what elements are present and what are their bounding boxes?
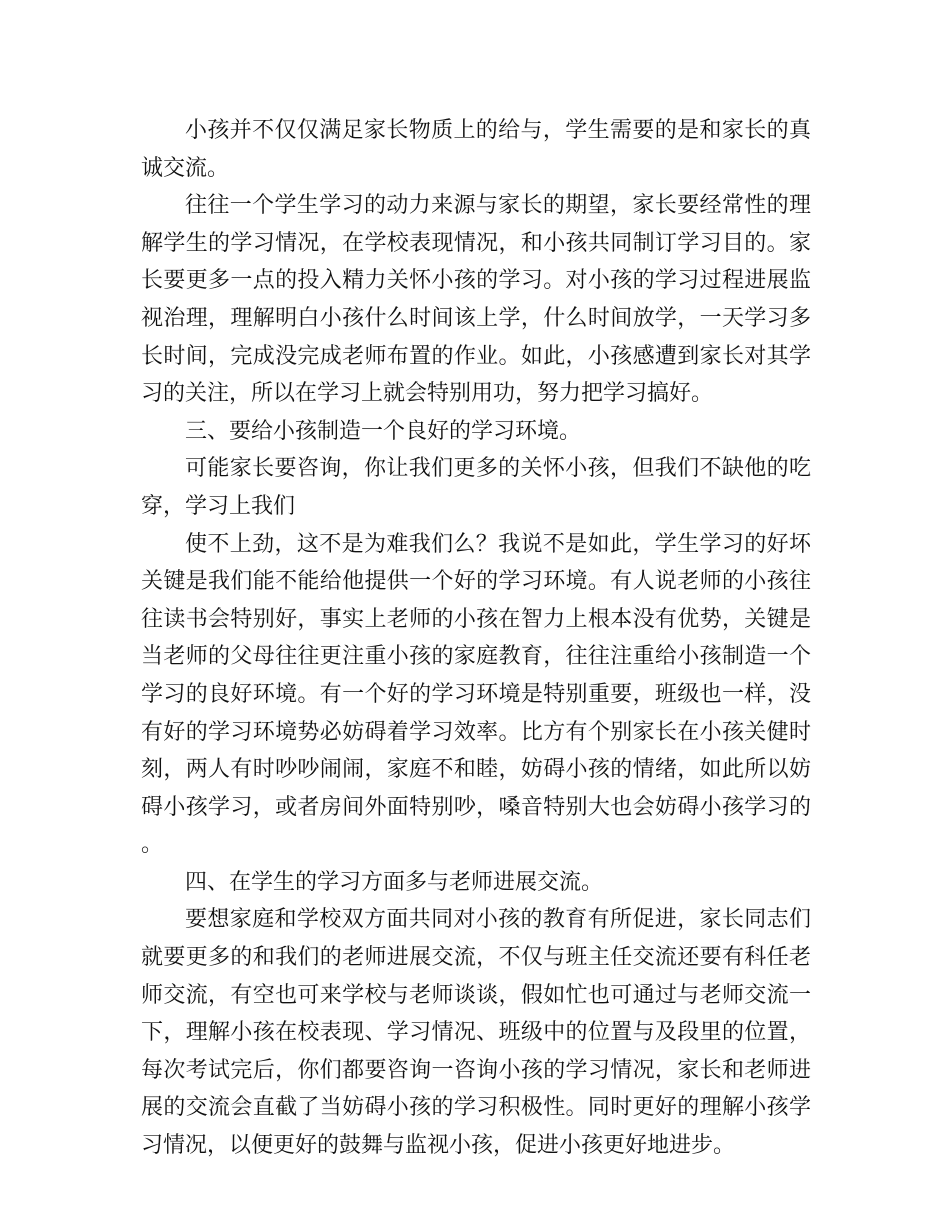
paragraph-2: 往往一个学生学习的动力来源与家长的期望，家长要经常性的理解学生的学习情况，在学校表现情况，和小孩共同制订学习目的。家长要更多一点的投入精力关怀小孩的学习。对小孩的学习过程进展监视治理，理解明白小孩什么时间该上学，什么时间放学，一天学习多长时间，完成没完成老师布置的作业。如此，小孩感遭到家长对其学习的关注，所以在学习上就会特别用功，努力把学习搞好。 <box>141 193 811 407</box>
section-heading-3: 三、要给小孩制造一个良好的学习环境。 <box>185 418 582 444</box>
paragraph-5: 要想家庭和学校双方面共同对小孩的教育有所促进，家长同志们就要更多的和我们的老师进展交流，不仅与班主任交流还要有科任老师交流，有空也可来学校与老师谈谈，假如忙也可通过与老师交流一下，理解小孩在校表现、学习情况、班级中的位置与及段里的位置，每次考试完后，你们都要咨询一咨询小孩的学习情况，家长和老师进展的交流会直截了当妨碍小孩的学习积极性。同时更好的理解小孩学习情况，以便更好的鼓舞与监视小孩，促进小孩更好地进步。 <box>141 907 811 1159</box>
paragraph-1: 小孩并不仅仅满足家长物质上的给与，学生需要的是和家长的真诚交流。 <box>141 118 811 181</box>
section-heading-4: 四、在学生的学习方面多与老师进展交流。 <box>185 869 604 895</box>
document-body <box>141 112 811 1165</box>
paragraph-3: 可能家长要咨询，你让我们更多的关怀小孩，但我们不缺他的吃穿，学习上我们 <box>141 456 811 519</box>
paragraph-4: 使不上劲，这不是为难我们么？我说不是如此，学生学习的好坏关键是我们能不能给他提供一个好的学习环境。有人说老师的小孩往往读书会特别好，事实上老师的小孩在智力上根本没有优势，关键是当老师的父母往往更注重小孩的家庭教育，往往注重给小孩制造一个学习的良好环境。有一个好的学习环境是特别重要，班级也一样，没有好的学习环境势必妨碍着学习效率。比方有个别家长在小孩关健时刻，两人有时吵吵闹闹，家庭不和睦，妨碍小孩的情绪，如此所以妨碍小孩学习，或者房间外面特别吵，嗓音特别大也会妨碍小孩学习的。 <box>141 531 811 858</box>
